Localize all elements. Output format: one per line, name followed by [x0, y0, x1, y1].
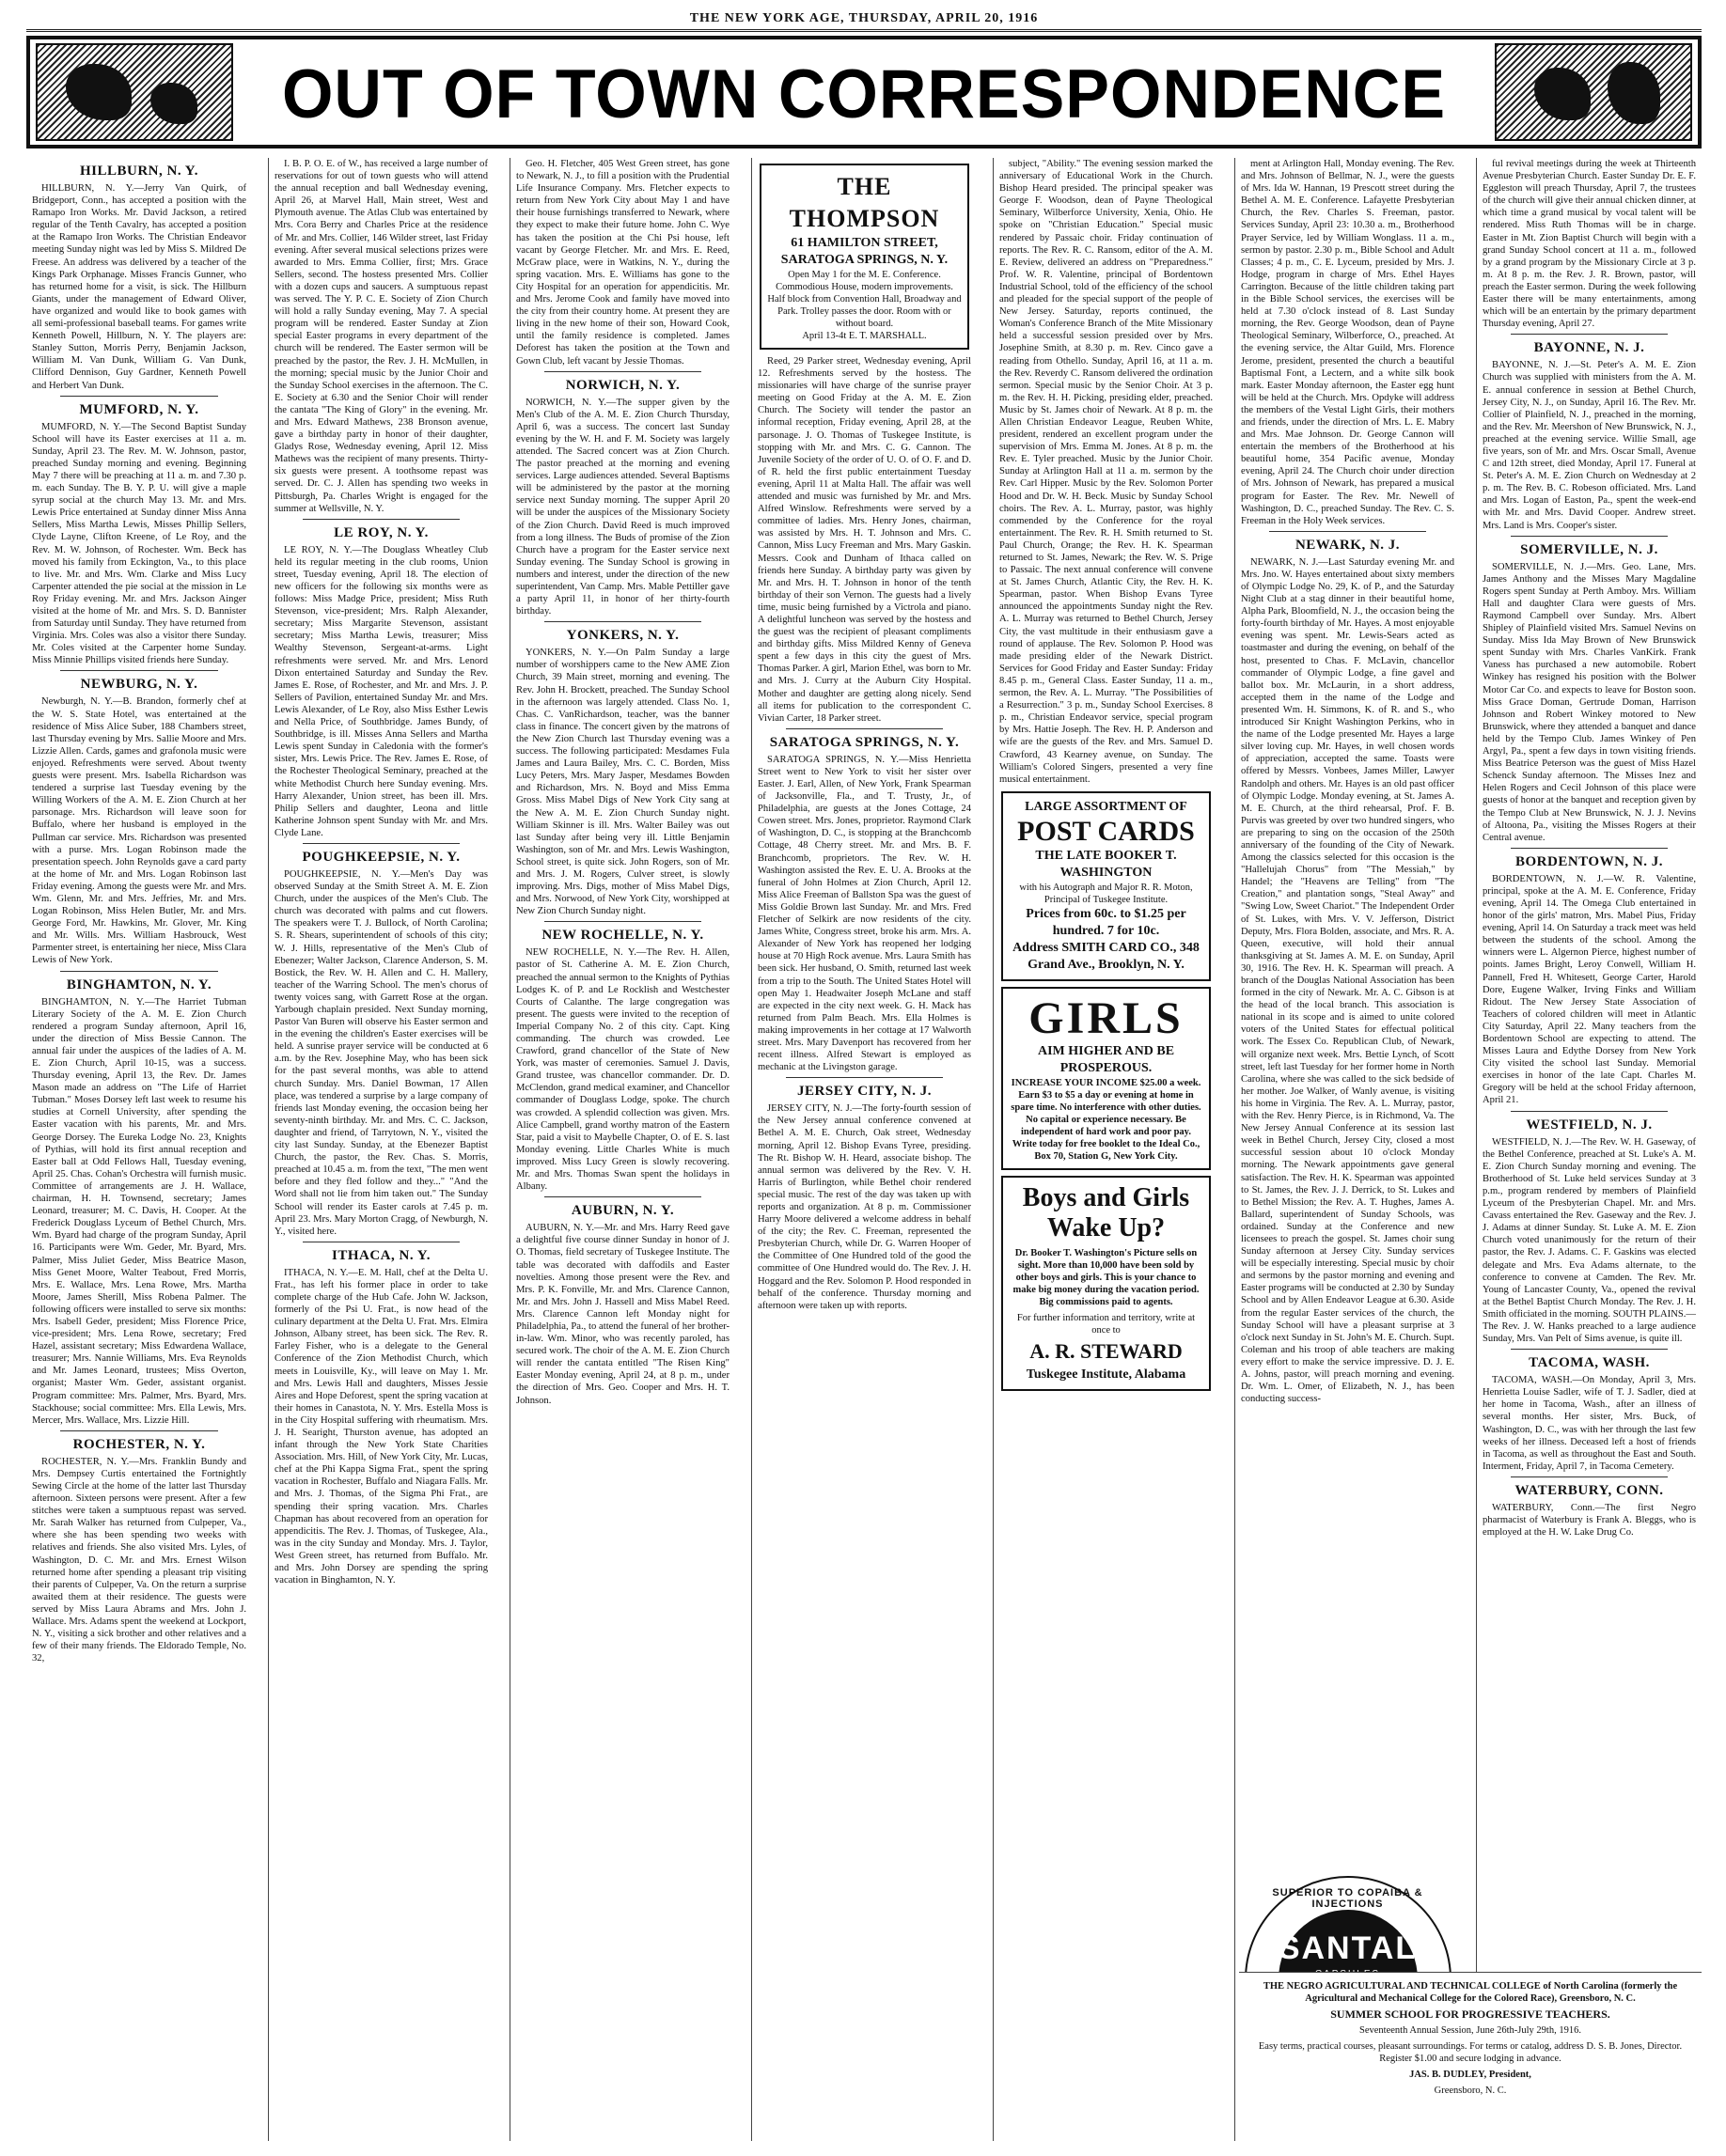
article-body: Newburgh, N. Y.—B. Brandon, formerly chef at the W. S. State Hotel, was entertained at the residence of Miss Alice Suber, 188 Chambers street, last Thursday evening by Mrs. Sallie Moore and Mrs. Lizzie Allen. Cards, games and grafonola music were enjoyed. Refreshments were served. About twenty guests were present. Mrs. Isabella Richardson was tendered a surprise last Tuesday evening by the Willing Workers of the A. M. E. Zion Church at her parsonage. Mrs. Richardson will leave soon for Buffalo, where her husband is employed in the Pullman car service. Mrs. Richardson was presented with a purse. Mrs. Logan Robinson made the presentation speech. John Reynolds gave a card party at the home of Mr. and Mrs. Logan Robinson last Friday evening. Among the guests were Mr. and Mrs. Wm. Glenn, Mr. and Mrs. Jeffries, Mr. and Mrs. Logan Robinson, Miss Helen Butler, Mr. and Mrs. George Ford, Mr. Hawkins, Mr. Glover, Mr. King and Mr. Wills. Mrs. William Hasbrouck, West Parmenter street, is entertaining her niece, Miss Clara Lewis of New York. — [32, 696, 246, 966]
article-divider — [1511, 1476, 1668, 1477]
newspaper-page — [26, 8, 1702, 2147]
notice-line4: Easy terms, practical courses, pleasant surroundings. For terms or catalog, address D. S. B. Jones, Director. Register $1.00 and secure lodging in advance. — [1258, 2041, 1683, 2064]
thompson-address: 61 HAMILTON STREET, SARATOGA SPRINGS, N. Y. — [780, 236, 949, 267]
article-body: SARATOGA SPRINGS, N. Y.—Miss Henrietta Street went to New York to visit her sister over Easter. J. Earl, Allen, of New York, Frank Spearman of Jacksonville, Fla., and T. Trusty, Jr., of Philadelphia, are guests at the Jones Cottage, 24 Cowen street. Mrs. Jones, proprietor. Raymond Clark of Washington, D. C., is stopping at the Branchcomb Cottage, 48 Cherry street. Mr. and Mrs. B. F. Branchcomb, proprietors. The Rev. W. H. Washington assisted the Rev. E. U. A. Brooks at the funeral of John Holmes at Zion Church, April 12. Miss Alice Freeman of Ballston Spa was the guest of Miss Goldie Brown last Sunday. Mr. and Mrs. Fred Fletcher of Selkirk are now residents of the city. James White, Congress street, broke his arm. Mrs. A. Alexander of New York has reopened her lodging house at 70 High Rock avenue. Mrs. Laura Smith has been sick. Her husband, O. Smith, returned last week from a trip to the South. The United States Hotel will open May 1. Headwaiter Joseph McLane and staff are expected in the city next week. G. H. Mack has returned from Palm Beach. Mrs. Ella Holmes is making improvements in her cottage at 17 Walworth street. Mrs. Mary Davenport has recovered from her recent illness. Alfred Stewart is employed as mechanic at the Livingston garage. — [758, 754, 971, 1073]
notice-line5: JAS. B. DUDLEY, President, — [1409, 2070, 1531, 2080]
article-body: SOMERVILLE, N. J.—Mrs. Geo. Lane, Mrs. James Anthony and the Misses Mary Magdaline Rogers spent Sunday at Perth Amboy. Mrs. William Hall and daughter Clara were guests of Mrs. Raymond Campbell over Sunday. Mrs. Albert Shipley of Plainfield visited Mrs. Samuel Nevins on Sunday. Miss Ida May Brown of New Brunswick spent Sunday with Mrs. Charles VanKirk. Frank Vaness has purchased a new automobile. Robert Winkey has resigned his position with the Bolwer Motor Car Co. and expects to leave for Boston soon. Miss Grace Doman, Gertrude Doman, Harrison Johnson and Robert Winkey motored to New Brunswick, where they attended a banquet and dance held by the Tempo Club. James Winkey of Pen Argyl, Pa., spent a few days in town visiting friends. Miss Beatrice Peterson was the guest of Miss Hazel Schenck Sunday afternoon. The Misses Inez and Helen Rogers and Cecil Johnson of this place were guests of honor at the banquet and reception given by the Tempo Club at New Brunswick, N. J. J. Nevins of Altoona, Pa., visiting the Misses Rogers at their Central avenue. — [1483, 561, 1696, 843]
article-headline: SARATOGA SPRINGS, N. Y. — [769, 734, 960, 750]
article-headline: YONKERS, N. Y. — [566, 628, 680, 644]
notice-line2: SUMMER SCHOOL FOR PROGRESSIVE TEACHERS. — [1330, 2008, 1610, 2021]
article-headline: TACOMA, WASH. — [1529, 1355, 1650, 1371]
article-body: ITHACA, N. Y.—E. M. Hall, chef at the Delta U. Frat., has left his former place in order to take complete charge of the Hub Cafe. John W. Jackson, formerly of the Psi U. Frat., is now head of the culinary department at the Delta U. Frat. Mrs. Elmira Johnson, Albany street, has been sick. The Rev. R. Farley Fisher, who is a delegate to the General Conference of the Zion Methodist Church, which meets in Louisville, Ky., will leave on May 1. Mr. and Mrs. Lewis Hall and daughters, Misses Jessie Aires and Hope Deforest, spent the spring vacation at their homes in Canastota, N. Y. Mrs. Estella Moss is in the City Hospital suffering with rheumatism. Mrs. J. H. Searight, Thurston avenue, has adopted an infant through the New York State Charities Association. Mrs. Hill, of New York City, Mr. Lucas, chef at the Phi Kappa Sigma Frat., spent the spring vacation in Rochester, Buffalo and Niagara Falls. Mr. and Mrs. J. Thomas, of the Sigma Phi Frat., are spending their spring vacation. Mrs. Charles Chapman has about recovered from an operation for appendicitis. The Rev. J. Thomas, of Tuskegee, Ala., was in the city Sunday and Monday. Mrs. J. Taylor, West Green street, has returned from Buffalo. Mr. and Mrs. John Dorsey are spending the spring vacation in Binghamton, N. Y. — [275, 1267, 488, 1586]
thompson-body: Open May 1 for the M. E. Conference. Commodious House, modern improvements. Half block from Convention Hall, Broadway and Park. Trolley passes the door. Room with or without board. — [767, 270, 962, 329]
article-headline: BINGHAMTON, N. Y. — [66, 976, 212, 992]
postcards-line2: THE LATE BOOKER T. WASHINGTON — [1035, 848, 1177, 880]
article-headline: MUMFORD, N. Y. — [79, 401, 199, 417]
girls-title: GIRLS — [1028, 992, 1184, 1043]
article-body: BORDENTOWN, N. J.—W. R. Valentine, principal, spoke at the A. M. E. Conference, Friday evening, April 14. The Omega Club entertained in honor of the girls' matron, Mrs. Mabel Pius, Friday evening, April 14. On Saturday a track meet was held between the students of the school. Among the winners were L. Algernon Pierce, highest number of points. James Bright, Leroy Conwell, William H. Pannell, Fred H. Whitesett, George Carter, Harold Dore, Eugene Walker, Irving Finks and William Ridout. The New Jersey State Association of Teachers of colored children will meet in Atlantic City Saturday, April 22. Many teachers from the Bordentown School are expecting to attend. The Misses Laura and Edythe Dorsey from New York City visited the school last Sunday. Memorial exercises in honor of the late Capt. Charles M. Gregory will be held at the school Friday afternoon, April 21. — [1483, 873, 1696, 1106]
article-body: Reed, 29 Parker street, Wednesday evening, April 12. Refreshments served by the hostess. The missionaries will have charge of the sunrise prayer meeting on Good Friday at the A. M. E. Zion Church. The Society will tender the pastor an informal reception, Friday evening, April 28, at the parsonage. J. O. Thomas of Tuskegee Institute, is stopping with Mr. and Mrs. C. G. Cannon. The Juvenile Society of the order of U. O. of O. F. and D. of R. held the first public entertainment Tuesday evening, April 11 at Malta Hall. The affair was well attended and music was furnished by Mr. and Mrs. Alfred Winslow. Refreshments were served by a committee of ladies. Mrs. Henry Jones, chairman, was assisted by Mrs. H. T. Johnson and Mrs. C. Cannon, Miss Lucy Freeman and Mrs. Mary Gaskin. Messrs. Cook and Dunham of Ithaca called on friends here Sunday. A birthday party was given by Mr. and Mrs. H. T. Johnson in honor of the tenth birthday of their son Vernon. The guests had a lively time, music being furnished by a Victrola and piano. A delightful luncheon was served by the hostess and the guest was the recipient of pleasant compliments and birthday gifts. Miss Mildred Kenny of Geneva spent a few days in this city the guest of Mrs. Thomas Parker. A girl, Marion Ethel, was born to Mr. and Mrs. J. Curry at the Auburn City Hospital. Mother and daughter are getting along nicely. Send all items for publication to the correspondent C. Vivian Carter, 18 Parker street. — [758, 356, 971, 724]
postcards-title: POST CARDS — [1017, 815, 1195, 847]
college-notice — [1239, 1972, 1702, 2141]
article-body: MUMFORD, N. Y.—The Second Baptist Sunday School will have its Easter exercises at 11 a. m. Sunday, April 23. The Rev. M. W. Johnson, pastor, preached Sunday morning and evening. Beginning May 7 there will be preaching at 11 a. m. and 7.30 p. m. each Sunday. The B. Y. P. U. will give a maple syrup social at the church May 13. Mr. and Mrs. Lewis Price entertained at Sunday dinner Miss Anna Sellers, Miss Martha Lewis, Misses Phillip Sellers, Clyde Layne, Clifton Kreene, of Le Roy, and the Rev. M. W. Johnson, of Rochester. Wm. Beck has moved his family from Eckington, Va., to this place to live. Mr. and Mrs. Wm. Clarke and Miss Lucy Carpenter attended the pie social at the mission in Le Roy Friday evening. Mr. and Mrs. Jackson Ainger visited at the home of Mr. and Mrs. S. D. Bannister from Saturday until Sunday. They have returned from Virginia. Mrs. Coles was also a visitor there Sunday. Mr. Coles visited at the Carpenter home Sunday. Miss Minnie Phillips visited friends here Sunday. — [32, 421, 246, 666]
article-body: ful revival meetings during the week at Thirteenth Avenue Presbyterian Church. Easter Sunday Dr. E. F. Eggleston will preach Thursday, April 7, the trustees of the church will give their annual chicken dinner, at which time a grand musical by vocal talent will be rendered. Miss Ruth Thomas will be in charge. Easter in Mt. Zion Baptist Church will begin with a grand Sunday School concert at 11 a. m., followed by a grand program by the Missionary Circle at 3 p. m. At 8 p. m. the Rev. J. R. Brown, pastor, will preach the Easter sermon. During the week following Easter there will be many entertainments, among which will be an entertain by the primary department Thursday evening, April 27. — [1483, 159, 1696, 330]
article-body: ROCHESTER, N. Y.—Mrs. Franklin Bundy and Mrs. Dempsey Curtis entertained the Fortnightly Sewing Circle at the home of the latter last Thursday afternoon. Sixteen persons were present. After a few stitches were taken a sumptuous repast was served. Mr. Sarah Walker has returned from Culpeper, Va., where she has been spending two weeks with relatives and friends. She also visited Mrs. Lyles, of Washington, D. C. Mr. and Mrs. Ernest Wilson returned home after spending a pleasant trip visiting their parents of Culpeper, Va. On the return a surprise awaited them at their residence. The guests were served by Miss Laura Abrams and Mrs. John J. Wallace. Mrs. Adams spent the weekend at Lockport, N. Y., visiting a sick brother and other relatives and a few of their many friends. The Eldorado Temple, No. 32, — [32, 1456, 246, 1664]
article-headline: NEWBURG, N. Y. — [80, 677, 198, 693]
boys-body2: For further information and territory, write at once to — [1016, 1312, 1196, 1336]
article-headline: NEWARK, N. J. — [1294, 537, 1401, 553]
article-headline: SOMERVILLE, N. J. — [1520, 541, 1658, 557]
article-divider — [303, 843, 460, 844]
masthead-title: OUT OF TOWN CORRESPONDENCE — [281, 55, 1447, 133]
boys-name: A. R. STEWARD — [1029, 1338, 1183, 1363]
article-body: WATERBURY, Conn.—The first Negro pharmacist of Waterbury is Frank A. Bleggs, who is employed at the H. W. Lake Drug Co. — [1483, 1502, 1696, 1539]
article-divider — [786, 728, 943, 729]
article-headline: LE ROY, N. Y. — [334, 524, 429, 540]
postcards-line5: Address SMITH CARD CO., 348 Grand Ave., Brooklyn, N. Y. — [1012, 940, 1200, 972]
article-body: TACOMA, WASH.—On Monday, April 3, Mrs. Henrietta Louise Sadler, wife of T. J. Sadler, died at her home in Tacoma, Wash., after an illness of several months. Her sister, Mrs. Buck, of Washington, D. C., was with her through the last few weeks of her illness. Deceased left a host of friends in Tacoma, as well as throughout the East and South. Interment, Friday, April 7, in Tacoma Cemetery. — [1483, 1375, 1696, 1472]
column-7 — [1476, 158, 1702, 2141]
article-divider — [60, 670, 218, 671]
article-headline: ITHACA, N. Y. — [332, 1247, 431, 1263]
article-body: Geo. H. Fletcher, 405 West Green street, has gone to Newark, N. J., to fill a position with the Prudential Life Insurance Company. Mrs. Fletcher expects to return from New York City about May 1 and have their house furnishings transferred to Newark, where they expect to make their future home. John C. Wye has taken the position at the Chi Psi house, left vacant by George Fletcher. Mr. and Mrs. E. Reed, McGraw place, were in Watkins, N. Y., during the spring vacation. Mrs. E. Williams has gone to the City Hospital for an operation for appendicitis. Mr. and Mrs. Jerome Cook and family have moved into the city from their country home. At present they are living in the new home of their son, Howard Cook, until the family residence is completed. James Deforest has taken the position at the Town and Gown Club, left vacant by Jessie Thomas. — [516, 159, 730, 367]
article-headline: WESTFIELD, N. J. — [1526, 1117, 1653, 1133]
masthead-illustration-right-icon — [1495, 43, 1692, 141]
article-divider — [303, 519, 460, 520]
boys-place: Tuskegee Institute, Alabama — [1026, 1367, 1186, 1382]
girls-subtitle: AIM HIGHER AND BE PROSPEROUS. — [1037, 1043, 1175, 1075]
article-headline: BORDENTOWN, N. J. — [1515, 853, 1663, 869]
article-body: ment at Arlington Hall, Monday evening. The Rev. and Mrs. Johnson of Bellmar, N. J., were the guests of Mrs. Ida W. Hannan, 19 Prescott street during the Bethel A. M. E. Conference. Lafayette Presbyterian Church, the Rev. Charles S. Freeman, pastor. Services Sunday, April 23: 10.30 a. m., Brotherhood Prayer Service, led by William Wonglass. 11 a. m., sermon by pastor. 2.30 p. m., Bible School and Adult Classes; 4 p. m., C. E. Lyceum, presided by Mrs. J. Hodge, program in charge of Mrs. Ethel Hayes Carrington. Because of the little children taking part in the Bible School services, the exercises will be held at 7.30 o'clock instead of 8. Last Sunday morning, the Rev. George Woodson, dean of Payne Theological Seminary, Wilberforce, O., preached. At the evening service, the Altar Guild, Mrs. Florence Jerome, president, presented the church a beautiful Baptismal Font, a Lectern, and a white silk book mark. Easter Monday afternoon, the Easter egg hunt will be held at the Church. Mrs. Opdyke will address the members of the Vestal Light Girls, their mothers and friends, under the direction of Mrs. L. E. Mabry and Mrs. Mae Johnson. Dr. George Cannon will entertain the members of the Brotherhood at his beautiful home, 354 Pacific avenue, Monday evening, April 24. The Church choir under direction of Mrs. Johnson of Newark, has prepared a musical program for Easter. The Rev. Mr. Newell of Washington, D. C., preached Sunday. The Rev. C. S. Freeman in the Holy Week services. — [1241, 159, 1454, 526]
santal-top-text: SUPERIOR TO COPAIBA & INJECTIONS — [1272, 1887, 1423, 1910]
boys-girls-advertisement — [1001, 1176, 1211, 1391]
article-body: BINGHAMTON, N. Y.—The Harriet Tubman Literary Society of the A. M. E. Zion Church rendered a program Sunday afternoon, April 16, under the direction of Miss Bessie Cannon. The annual fair under the auspices of the ladies of A. M. E. Zion Church, April 10-15, was a success. Thursday evening, April 13, the Rev. Dr. James Mason made an address on "The Life of Harriet Tubman." Moses Dorsey left last week to resume his studies at Cornell University, after spending the Easter vacation with his parents, Mr. and Mrs. George Dorsey. The Eureka Lodge No. 23, Knights of Pythias, will hold its first annual reception and Easter ball at Odd Fellows Hall, Tuesday evening, April 25. Chas. Cohan's Orchestra will furnish music. Committee of arrangements are J. H. Wallace, chairman, H. H. Townsend, secretary; James Leonard, treasurer; M. C. Davis, H. Cooper. At the Frederick Douglass Lyceum of Bethel Church, Mrs. Wm. Byard had charge of the program Sunday, April 16. Participants were Wm. Geder, Mr. Byard, Mrs. Palmer, Miss Juliet Geder, Miss Beatrice Mason, Miss Genet Moore, Walter Teabout, Fred Morris, Mrs. E. Wallace, Mrs. Lena Rowe, Mrs. Martha Moore, James Sherill, Miss Robena Palmer. The following officers were installed to serve six months: Mrs. Isabell Geder, president; Miss Florence Price, vice-president; Mrs. Lena Rowe, secretary; Fred Hazel, assistant secretary; Miss Edwardena Wallace, treasurer; Mrs. Nannie Williams, Mrs. Eva Reynolds and Mr. James Leonard, trustees; Miss Overton, organist; Master Wm. Geder, assistant organist. Program committee: Mrs. Palmer, Mrs. Byard, Mrs. Stackhouse; social committee: Mrs. Ella Lewis, Mrs. Mercer, Mrs. Wallace, Mrs. Lizzie Hill. — [32, 996, 246, 1426]
notice-line1: THE NEGRO AGRICULTURAL AND TECHNICAL COLLEGE of North Carolina (formerly the Agricultural and Mechanical College for the Colored Race), Greensboro, N. C. — [1263, 1981, 1678, 2004]
girls-body: INCREASE YOUR INCOME $25.00 a week. Earn $3 to $5 a day or evening at home in spare time. No interference with other duties. No capital or experience necessary. Be independent of hard work and poor pay. Write today for free booklet to the Ideal Co., Box 70, Station G, New York City. — [1011, 1077, 1201, 1162]
article-headline: POUGHKEEPSIE, N. Y. — [302, 849, 461, 865]
article-headline: JERSEY CITY, N. J. — [797, 1084, 932, 1100]
article-divider — [786, 1077, 943, 1078]
article-divider — [544, 921, 701, 922]
article-body: JERSEY CITY, N. J.—The forty-fourth session of the New Jersey annual conference convened at Bethel A. M. E. Church, Oak street, Wednesday morning, April 12. Bishop Evans Tyree, presiding. The Rt. Bishop W. H. Heard, associate bishop. The annual sermon was delivered by the Rev. V. H. Harris of Burlington, while Bethel choir rendered special music. The rest of the day was taken up with reports and organization. At 8 p. m. Commissioner Harry Moore delivered a welcome address in behalf of the city; the Rev. C. Freeman, represented the Presbyterian Church, while Dr. G. Warren Hooper of the Committee of One Hundred told of the good the committee of One Hundred would do. The Rev. J. H. Hoggard and the Rev. Solomon P. Hood responded in behalf of the conference. Thursday morning and afternoon were taken up with reports. — [758, 1103, 971, 1311]
article-divider — [60, 971, 218, 972]
article-divider — [60, 1430, 218, 1431]
article-divider — [1511, 536, 1668, 537]
notice-line6: Greensboro, N. C. — [1434, 2086, 1507, 2096]
postcards-line1: LARGE ASSORTMENT OF — [1025, 799, 1187, 814]
column-2 — [268, 158, 494, 2141]
column-3 — [510, 158, 735, 2141]
notice-line3: Seventeenth Annual Session, June 26th-July 29th, 1916. — [1359, 2025, 1581, 2036]
article-headline: NORWICH, N. Y. — [565, 377, 681, 393]
article-divider — [544, 371, 701, 372]
article-body: NORWICH, N. Y.—The supper given by the Men's Club of the A. M. E. Zion Church Thursday, April 6, was a success. The concert last Sunday evening by the W. H. and F. M. Society was largely attended. The Sacred concert was at Zion Church. The pastor preached at the morning and evening services. Large audiences attended. Several Baptisms will be administered by the pastor at the morning service next Sunday morning. The supper April 20 will be under the auspices of the Missionary Society of the Zion Church. David Reed is much improved from a long illness. The Buds of promise of the Zion Church have a program for the Easter service next Sunday evening. The Sunday School is growing in numbers and interest, under the direction of the new superintendent, Van Camp. Mrs. Mable Pettiller gave a party April 11, in honor of her thirty-fourth birthday. — [516, 397, 730, 617]
article-body: AUBURN, N. Y.—Mr. and Mrs. Harry Reed gave a delightful five course dinner Sunday in honor of J. O. Thomas, field secretary of Tuskegee Institute. The table was decorated with daffodils and Easter novelties. Among those present were the Rev. and Mrs. P. K. Fonville, Mr. and Mrs. Clarence Cannon, Mr. and Mrs. John J. Hassell and Miss Mabel Reed. Mrs. Clarence Cannon left Monday night for Philadelphia, Pa., to attend the funeral of her brother-in-law. Wm. Minor, who was recently paroled, has secured work. The choir of the A. M. E. Zion Church will render the cantata entitled "The Risen King" Easter Monday evening, April 24, at 8 p. m., under the direction of Mrs. Geo. Cooper and Mrs. H. T. Johnson. — [516, 1223, 730, 1406]
article-divider — [1511, 848, 1668, 849]
article-headline: WATERBURY, CONN. — [1514, 1482, 1664, 1498]
article-body: NEWARK, N. J.—Last Saturday evening Mr. and Mrs. Jno. W. Hayes entertained about sixty members of Olympic Lodge No. 29, K. of P., and the Saturday Night Club at a stag dinner in their beautiful home, Alpha Park, Bloomfield, N. J., the occasion being the forty-fourth birthday of Mr. Hayes. A most enjoyable evening was spent. Mr. Lewis-Sears acted as toastmaster and during the evening, on behalf of the host, presented to Chas. F. McLavin, chancellor commander of Olympic Lodge, a fine gavel and ballot box. Mr. McLaurin, in a short address, accepted them in the name of the Lodge and presented Wm. H. Simmons, K. of R. and S., who introduced Sir Knight Washington Perkins, who in the name of the Lodge presented Mr. Hayes a large silver loving cup. Mr. Hayes, in well chosen words of appreciation, accepted the same. Toasts were offered by Messrs. Vonbees, James Miller, Lawyer Randolph and others. Mr. Hayes is an old past officer of Olympic Lodge. Monday evening, at St. James A. M. E. Church, at the third rehearsal, Prof. F. B. Purvis was greeted by over two hundred singers, who are preparing to sing on the occasion of the 250th anniversary of the founding of the City of Newark. Among the classics selected for this occasion is the "Hallelujah Chorus" from "The Messiah," by Handel; the "Heavens are Telling" from "The Creation," and plantation songs, "Steal Away" and "Swing Low, Sweet Chariot." The Independent Order of St. Lukes, with Mrs. V. V. Jefferson, District Deputy, Mrs. Flora Bolden, associate, and Mrs. R. A. Queen, executive, will hold their annual thanksgiving at St. James A. M. E. on Sunday, April 30, 1916. The Rev. H. K. Spearman will preach. A branch of the Douglas National Association has been formed in the city of Newark. Mr. A. C. Gibson is at the head of the local branch. This association is national in its scope and is aimed to unite colored voters of the United States for effectual political work. The Essex Co. Republican Club, of Newark, will organize next week. Mrs. Bettie Lynch, of Scott street, left last Tuesday for her former home in North Carolina, where she was called to the sick bedside of her mother. Joe Walker, of Wanly avenue, is visiting his home in Virginia. The Rev. A. L. Murray, pastor, with the Rev. Henry Pierce, is in Richmond, Va. The New Jersey Annual Conference at its session last week in Bethel Church, Jersey City, closed a most successful session about 10 o'clock Monday morning. The Newark appointments gave general satisfaction. The Rev. H. K. Spearman was appointed to St. James, the Rev. J. J. Derrick, to St. Lukes and to Bethel Mission; the Rev. A. T. Hughes, James A. Ballard, superintendent of Sunday Schools, was ordained. Sunday at the Conference and new licensees to preach the gospel. St. James choir sung Sunday afternoon at Jersey City. Sunday services will be especially interesting. Special music by choir and sermons by the pastor morning and evening and Easter programs will be conducted at 2.30 by Sunday School and by Allen Endeavor League at 6.30. Aside from the regular Easter services of the church, the Sunday School will have a pleasant surprise at 3 o'clock next Sunday in St. John's M. E. Church. Supt. Coleman and his troop of able teachers are making every effort to make the service impressive. D. J. E. A. Johns, pastor, will preach morning and evening. Dr. Wm. L. Omer, of Elizabeth, N. J., has been conducting success- — [1241, 556, 1454, 1405]
boys-title: Boys and Girls Wake Up? — [1022, 1182, 1190, 1242]
article-divider — [1511, 334, 1668, 335]
dateline: THE NEW YORK AGE, THURSDAY, APRIL 20, 1916 — [26, 8, 1702, 32]
postcards-line3: with his Autograph and Major R. R. Moton, Principal of Tuskegee Institute. — [1019, 882, 1193, 905]
article-headline: ROCHESTER, N. Y. — [72, 1436, 206, 1452]
article-body: HILLBURN, N. Y.—Jerry Van Quirk, of Bridgeport, Conn., has accepted a position with the Ramapo Iron Works. Mr. David Jackson, a retired regular of the Tenth Cavalry, has accepted a position at the Ramapo Iron Works. The Christian Endeavor meeting Sunday night was led by Miss S. Mildred De Freese. An address was delivered by a teacher of the Kings Park Orphanage. Misses Francis Gunner, who has returned home for a visit, is sick. The Hillburn Giants, under the management of Edward Oliver, have organized and would like to book games with all semi-professional baseball teams. For games write Kenneth Powell, Hillburn, N. Y. The players are: Stanley Sutton, Morris Perry, Benjamin Jackson, William M. Van Dunk, William G. Van Dunk, Clifford Dennison, Guy Gardner, Kenneth Powell and Herbert Van Dunk. — [32, 183, 246, 391]
article-divider — [544, 621, 701, 622]
article-divider — [60, 396, 218, 397]
article-headline: NEW ROCHELLE, N. Y. — [541, 928, 704, 944]
thompson-title: THE THOMPSON — [789, 173, 940, 232]
article-divider — [544, 1196, 701, 1197]
santal-word1: SANTAL — [1278, 1930, 1418, 1966]
article-body: I. B. P. O. E. of W., has received a large number of reservations for out of town guests who will attend the annual reception and ball Wednesday evening, April 26, at Marvel Hall, Main street, West and Plymouth avenue. The Atlas Club was entertained by Mrs. Cora Berry and Charles Price at the residence of Mr. and Mrs. Collier, 146 Wilder street, last Friday evening. After several musical selections prizes were awarded to Mrs. Emma Collier, first; Mrs. Grace Sellers, second. The hostess presented Mrs. Collier with a dozen cups and saucers. A sumptuous repast was served. The Y. P. C. E. Society of Zion Church will hold a rally Sunday evening, May 7. A special program will be rendered. Easter Sunday at Zion special Easter programs in every department of the church will be rendered. The Easter sermon will be preached by the pastor, the Rev. J. H. McMullen, in the morning; special music by the Junior Choir and the Sunday School exercises in the afternoon. The C. E. Society at 6.30 and the Senior Choir will render the cantata "The King of Glory" in the evening. Mr. and Mrs. Edward Mathews, 238 Bronson avenue, gave a birthday party in honor of their daughter, Gladys Rose, Wednesday evening, April 12. Miss Mathews was the recipient of many presents. Thirty-six guests were present. A toothsome repast was served. Dr. C. J. Allen has spending two weeks in Pittsburgh, Pa. Charles Wright is engaged for the summer at Wellsville, N. Y. — [275, 159, 488, 514]
article-body: NEW ROCHELLE, N. Y.—The Rev. H. Allen, pastor of St. Catherine A. M. E. Zion Church, preached the annual sermon to the Knights of Pythias Lodges K. of P. and Le Rocklish and Westchester Courts of Calanthe. The large congregation was present. The guests were invited to the reception of Imperial Company No. 2 of this city. Capt. King commanding. The church was crowded. Lee Crawford, grand chancellor of the State of New York, was master of ceremonies. Samuel J. Davis, Grand trustee, was chancellor commander. Dr. D. McClendon, grand medical examiner, and Chancellor commander of Douglass Lodge, spoke. The church was crowded. A splendid collection was given. Mrs. Alice Campbell, grand worthy matron of the Eastern Star, paid a visit to Maybelle Chapter, O. of E. S. last Monday evening. Little Charles White is much improved. Miss Lucy Green is slowly recovering. Mr. and Mrs. Thomas Swan spent the holidays in Albany. — [516, 947, 730, 1193]
article-body: BAYONNE, N. J.—St. Peter's A. M. E. Zion Church was supplied with ministers from the A. M. E. annual conference in session at Bethel Church, Jersey City, N. J., on Sunday, April 16. The Rev. Mr. Collier of Plainfield, N. J., preached in the morning, and the Rev. Mr. Meershon of New Brunswick, N. J., preached at the evening service. Willie Small, age five years, son of Mr. and Mrs. Oscar Small, Avenue C and 12th street, died Monday, April 17. Funeral at St. Peter's A. M. E. Zion Church on Wednesday at 2 p. m. The Rev. B. C. Robeson officiated. Mrs. Land and Mrs. Logan of Easton, Pa., spent the week-end with Mr. and Mrs. David Cooper. Andrew street. Mrs. Land is Mrs. Cooper's sister. — [1483, 360, 1696, 531]
postcards-line4: Prices from 60c. to $1.25 per hundred. 7 for 10c. — [1026, 906, 1186, 938]
masthead-illustration-left-icon — [36, 43, 233, 141]
girls-advertisement — [1001, 987, 1211, 1170]
article-headline: AUBURN, N. Y. — [571, 1203, 675, 1219]
boys-body: Dr. Booker T. Washington's Picture sells on sight. More than 10,000 have been sold by other boys and girls. This is your chance to make big money during the vacation period. Big commissions paid to agents. — [1012, 1247, 1200, 1307]
masthead-banner — [26, 36, 1702, 148]
article-body: WESTFIELD, N. J.—The Rev. W. H. Gaseway, of the Bethel Conference, preached at St. Luke's A. M. E. Zion Church Sunday morning and evening. The Brotherhood of St. Luke held services Sunday at 3 p.m., program rendered by members of Plainfield Lyceum of the Presbyterian Chapel. Mr. and Mrs. Cavass entertained the Rev. Gaseway and the Rev. J. J. Adams at dinner Sunday. St. Luke A. M. E. Zion Church voted unanimously for the return of their pastor, the Rev. J. Adams. C. F. Gaskins was elected delegate and Mrs. Eva Adams alternate, to the conference to convene at Camden. The Rev. Mr. Young of Lancaster County, Va., opened the revival at the Bethel Baptist Church Monday. The Rev. J. H. Smith officiated in the morning. SOUTH PLAINS.—The Rev. J. W. Hanks preached to a large audience Sunday, Mrs. Van Pelt of Sims avenue, is quite ill. — [1483, 1136, 1696, 1345]
article-body: LE ROY, N. Y.—The Douglass Wheatley Club held its regular meeting in the club rooms, Union street, Tuesday evening, April 18. The election of new officers for the following six months were as follows: Miss Madge Price, president; Miss Ruth Stevenson, vice-president; Mrs. Ralph Alexander, secretary; Miss Margarite Stevenson, assistant secretary; Miss Martha Lewis, treasurer; Miss Wealthy Stevenson, Sergeant-at-arms. Light refreshments were served. Mr. and Mrs. Lenord Dixon entertained Saturday and Sunday the Rev. James E. Rose, of Rochester, and Mr. and Mrs. J. P. Sellers of Pavilion, entertained Sunday Mr. and Mrs. Lewis Alexander, of Le Roy, also Miss Esther Lewis and Nella Price, of Southbridge. James Bundy, of Southbridge, is ill. Misses Anna Sellers and Martha Lewis spent Sunday in Caledonia with the former's sister, Mrs. Lewis Price. The Rev. James E. Rose, of the Rochester Theological Seminary, preached at the white Methodist Church here Sunday evening. Mrs. Harry Alexander, Union street, has been ill. Mrs. Philip Sellers and daughter, Leona and little Katherine Johnson spent Sunday with Mr. and Mrs. Clyde Lane. — [275, 544, 488, 838]
article-divider — [1269, 531, 1426, 532]
thompson-sign: April 13-4t E. T. MARSHALL. — [802, 331, 927, 341]
article-divider — [1511, 1349, 1668, 1350]
article-body: POUGHKEEPSIE, N. Y.—Men's Day was observed Sunday at the Smith Street A. M. E. Zion Church, under the auspices of the Men's Club. The church was decorated with palms and cut flowers. The speakers were T. J. Bullock, of North Carolina; S. R. Shears, superintendent of schools of this city; W. J. Hills, representative of the Men's Club of Ebenezer; Walter Jackson, Clarence Anderson, S. M. Bostick, the Rev. W. H. Allen and C. H. Mallery, teacher of the Warring School. The men's chorus of twenty voices sang, with Garrett Rose at the organ. Yarbough chaplain presided. Next Sunday morning, Pastor Van Buren will observe his Easter sermon and in the evening the children's Easter exercises will be held. A sunrise prayer service will be conducted at 6 a.m. by the Rev. Josephine May, who has been sick for the past several months, was able to attend church Sunday. Mrs. Daniel Bowman, 17 Allen place, was tendered a surprise by a large company of friends last Monday evening, the occasion being her seventy-ninth birthday. Mr. and Mrs. C. C. Jackson, daughter and friend, of Tarrytown, N. Y., visited the city last Sunday. Sunday, at the Ebenezer Baptist Church, the pastor, the Rev. Chas. S. Morris, preached at 10.45 a. m. from the text, "The men went before and they fled follow and they..." "And the Word shall not lie from him taken out." The Sunday School will render its Easter carols at 7.45 p. m. April 23. Mrs. Mary Morton Cragg, of Newburgh, N. Y., visited here. — [275, 868, 488, 1237]
column-4 — [751, 158, 977, 2141]
article-headline: HILLBURN, N. Y. — [80, 164, 198, 179]
article-body: subject, "Ability." The evening session marked the anniversary of Educational Work in the Church. Bishop Heard presided. The principal speaker was George F. Woodson, dean of Payne Theological Seminary, Wilberforce University, Xenia, Ohio. He spoke on "Christian Education." Special music rendered by Passaic choir. Friday continuation of reports. The Rev. R. C. Ransom, editor of the A. M. E. Review, delivered an address on "Preparedness." Prof. W. R. Valentine, principal of Bordentown Industrial School, told of the efficiency of the school and pleaded for the special support of the people of New Jersey. Saturday, reports continued, the Woman's Conference Branch of the Mite Missionary held a successful session presided over by Mrs. Josephine Smith, at 8.30 p. m. Rev. Cinco gave a reading from Othello. Sunday, April 16, at 11 a. m. the Rev. Reverdy C. Ransom delivered the ordination sermon. Special music by the Senior Choir. At 3 p. m. the Rev. H. H. Picking, presiding elder, preached. Music by St. James choir of Newark. At 8 p. m. the Allen Christian Endeavor League, Reuben White, president, rendered an excellent program under the supervision of Mrs. Emma M. Jones. At 8 p. m. the Rev. E. Tyler preached. Music by the Junior Choir. Sunday at Arlington Hall at 11 a. m. sermon by the Rev. Carl Hipper. Music by the Rev. Solomon Porter Hood and Dr. W. H. Beck. Music by Sunday School choirs. The Rev. A. L. Murray, pastor, was highly commended by the Conference for the royal entertainment. The Rev. R. H. Smith returned to St. Paul Church, Orange; the Rev. H. K. Spearman returned to St. James, Newark; the Rev. W. S. Prige to Passaic. The next annual conference will convene at St. James Church, Atlantic City, the Rev. H. K. Spearman, pastor. When Bishop Evans Tyree announced the appointments Sunday night the Rev. A. L. Murray was returned to Bethel Church, Jersey City, the vast multitude in their enthusiasm gave a round of applause. The Rev. Solomon P. Hood was made presiding elder of the Newark District. Services for Good Friday and Easter Sunday: Friday 8.45 p. m., General Class. Easter Sunday, 11 a. m., sermon, the Rev. A. L. Murray. "The Possibilities of a Resurrection." 3 p. m., Sunday School Exercises. 8 p. m., Christian Endeavor service, special program by Mrs. Hattie Joseph. The Rev. H. P. Anderson and wife are the guests of the Rev. and Mrs. Samuel D. Crawford, 43 Kearney avenue, on Sunday. The William's Colored Singers, presented a very fine musical entertainment. — [999, 159, 1213, 785]
columns-area — [26, 158, 1702, 2145]
article-headline: BAYONNE, N. J. — [1533, 340, 1645, 356]
column-1 — [26, 158, 252, 2141]
article-divider — [1511, 1111, 1668, 1112]
column-6 — [1234, 158, 1460, 2141]
column-5 — [993, 158, 1218, 2141]
postcards-advertisement — [1001, 791, 1211, 981]
thompson-advertisement — [760, 164, 969, 350]
article-body: YONKERS, N. Y.—On Palm Sunday a large number of worshippers came to the New AME Zion Church, 39 Main street, morning and evening. The Rev. John H. Brockett, preached. The Sunday School in the afternoon was largely attended. Class No. 1, Chas. C. VanRichardson, teacher, was the banner class in finance. The concert given by the matrons of the New Zion Church last Thursday evening was a success. The following participated: Mesdames Fula James and Laura Bailey, Mrs. C. C. Borden, Miss Lucy Peters, Mrs. Mary Jasper, Mesdames Bowden and Richardson, Mrs. N. Boyd and Miss Emma Gross. Miss Mabel Digs of New York City sang at the New A. M. E. Zion Church Sunday night. William Skinner is ill. Mrs. Walter Bailey was out last Sunday after being very ill. Little Benjamin Washington, son of Mr. and Mrs. Lewis Washington, School street, is quite sick. John Rogers, son of Mr. and Mrs. J. M. Rogers, Culver street, is slowly improving. Mrs. Digs, mother of Miss Mabel Digs, and Mrs. Norwood, of New York City, worshipped at New Zion Church Sunday night. — [516, 648, 730, 917]
